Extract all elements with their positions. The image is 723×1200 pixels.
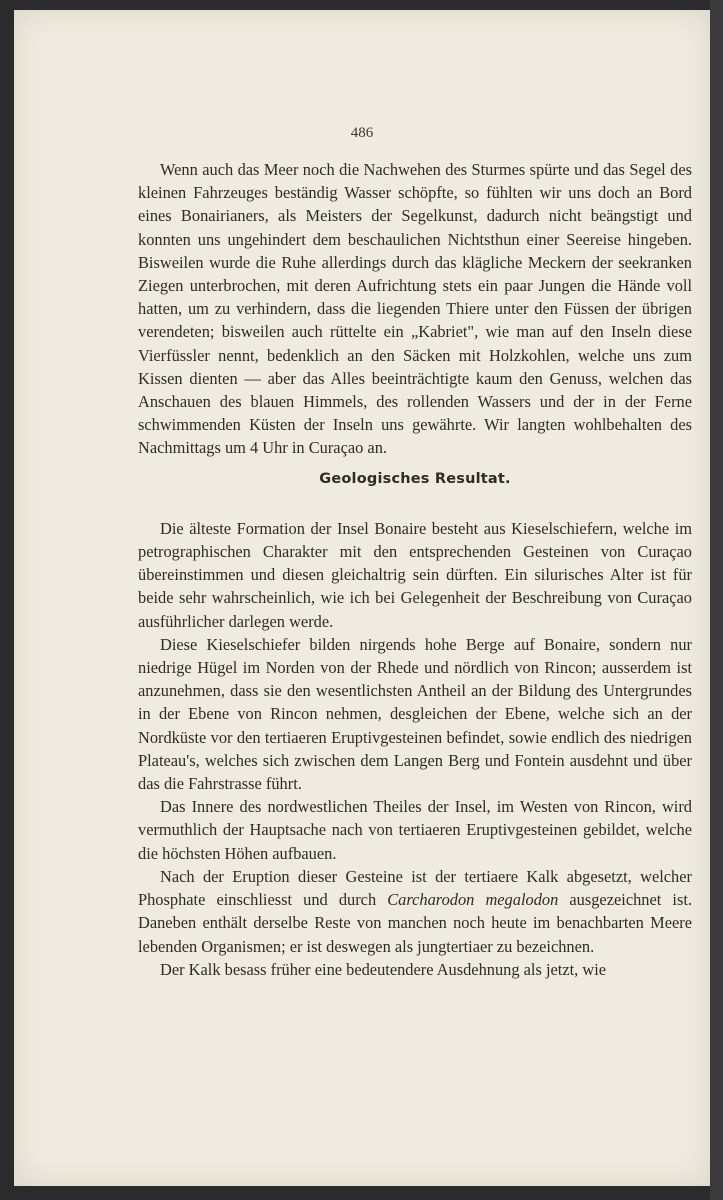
paragraph-4: Das Innere des nordwestlichen Theiles der Insel, im Westen von Rincon, wird vermuthlich der Hauptsache nach von tertiaeren Eruptivgesteinen gebildet, welche die höchsten Höhen aufbauen. bbox=[138, 797, 692, 863]
species-name: Carcharodon megalodon bbox=[387, 890, 559, 910]
paragraph-5-part-b: ausgezeichnet ist. Daneben enthält derselbe Reste von manchen noch heute im benachbarten Meere lebenden Organismen; er ist deswegen als jungtertiaer zu bezeichnen. bbox=[138, 890, 692, 956]
paragraph-5 bbox=[138, 865, 692, 958]
paragraph-6: Der Kalk besass früher eine bedeutendere Ausdehnung als jetzt, wie bbox=[160, 959, 607, 979]
book-page bbox=[14, 10, 710, 1186]
page-number: 486 bbox=[350, 125, 374, 141]
paragraph-2: Die älteste Formation der Insel Bonaire besteht aus Kieselschiefern, welche im petrographischen Charakter mit den entsprechenden Gesteinen von Curaçao übereinstimmen und diesen gleichaltrig sein dürften. Ein silurisches Alter ist für beide sehr wahrscheinlich, wie ich bei Gelegenheit der Beschreibung von Curaçao ausführlicher darlegen werde. bbox=[138, 518, 692, 631]
page-edge bbox=[710, 0, 723, 1200]
paragraph-5-part-a: Nach der Eruption dieser Gesteine ist der tertiaere Kalk abgesetzt, welcher Phosphate einschliesst und durch bbox=[138, 866, 692, 910]
section-heading: Geologisches Resultat. bbox=[319, 470, 511, 487]
paragraph-1: Wenn auch das Meer noch die Nachwehen des Sturmes spürte und das Segel des kleinen Fahrzeuges beständig Wasser schöpfte, so fühlten wir uns doch an Bord eines Bonairianers, als Meisters der Segelkunst, dadurch nicht beängstigt und konnten uns ungehindert dem beschaulichen Nichtsthun einer Seereise hingeben. Bisweilen wurde die Ruhe allerdings durch das klägliche Meckern der seekranken Ziegen unterbrochen, mit deren Aufrichtung stets ein paar Jungen die Hände voll hatten, um zu verhindern, dass die liegenden Thiere unter den Füssen der übrigen verendeten; bisweilen auch rüttelte ein „Kabriet", wie man auf den Inseln diese Vierfüssler nennt, bedenklich an den Säcken mit Holzkohlen, welche uns zum Kissen dienten — aber das Alles beeinträchtigte kaum den Genuss, welchen das Anschauen des blauen Himmels, des rollenden Wassers und der in der Ferne schwimmenden Küsten der Inseln uns gewährte. Wir langten wohlbehalten des Nachmittags um 4 Uhr in Curaçao an. bbox=[138, 160, 692, 458]
paragraph-3: Diese Kieselschiefer bilden nirgends hohe Berge auf Bonaire, sondern nur niedrige Hügel im Norden von der Rhede und nördlich von Rincon; ausserdem ist anzunehmen, dass sie den wesentlichsten Antheil an der Bildung des Untergrundes in der Ebene von Rincon nehmen, desgleichen der Ebene, welche sich an der Nordküste vor den tertiaeren Eruptivgesteinen befindet, sowie endlich des niedrigen Plateau's, welches sich zwischen dem Langen Berg und Fontein ausdehnt und über das die Fahrstrasse führt. bbox=[138, 634, 692, 794]
page-text bbox=[138, 158, 692, 981]
